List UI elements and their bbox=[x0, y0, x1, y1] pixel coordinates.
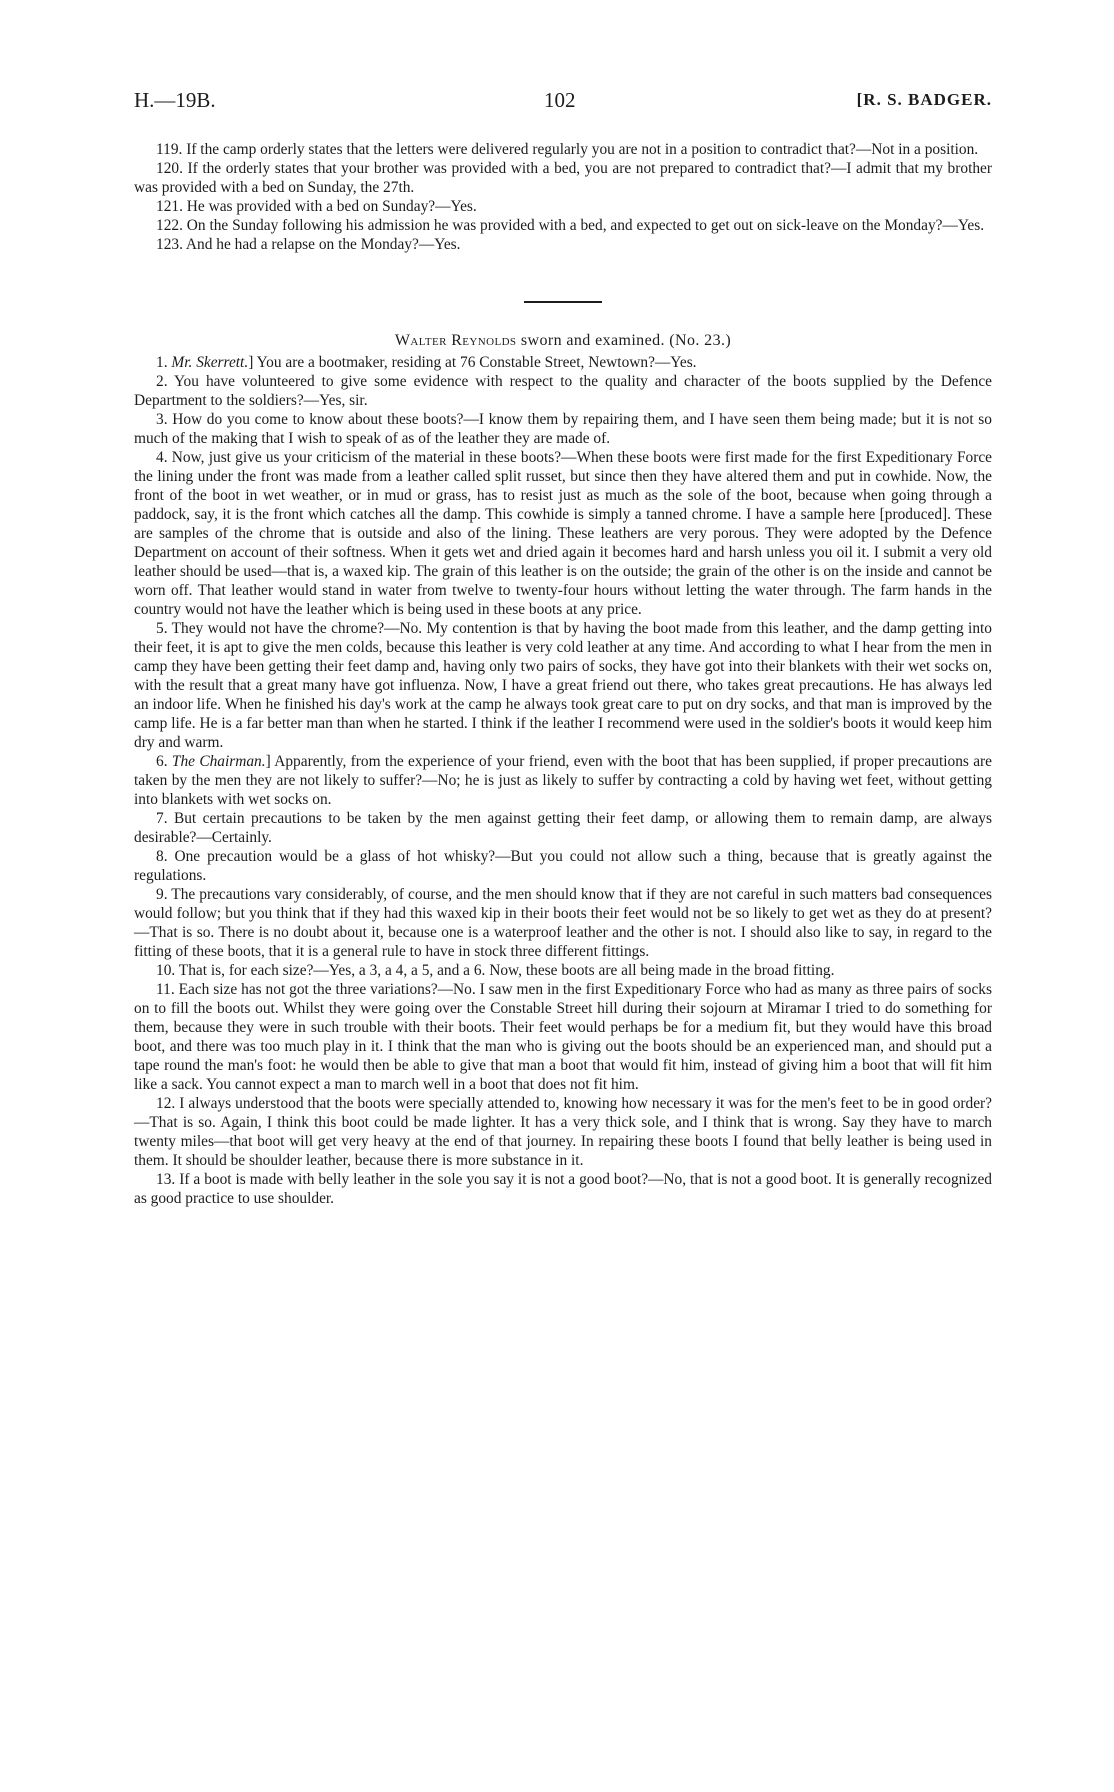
witness-number: (No. 23.) bbox=[669, 332, 732, 349]
paragraph-11: 11. Each size has not got the three variations?—No. I saw men in the first Expeditionary Force who had as many as three pairs of socks on to fill the boots out. Whilst they were going over the Constable Street hill during their sojourn at Miramar I tried to do something for them, because they were in such trouble with their boots. Their feet would perhaps be for a medium fit, but they would have this broad boot, and there was too much play in it. I think that the man who is giving out the boots should be an experienced man, and should put a tape round the man's foot: he would then be able to give that man a boot that would fit him, instead of giving him a boot that will fit him like a sack. You cannot expect a man to march well in a boot that does not fit him. bbox=[134, 981, 992, 1093]
paragraph-122: 122. On the Sunday following his admission he was provided with a bed, and expected to get out on sick-leave on the Monday?—Yes. bbox=[156, 217, 985, 234]
paragraph-9: 9. The precautions vary considerably, of course, and the men should know that if they are not careful in such matters bad consequences would follow; but you think that if they had this waxed kip in their boots their feet would not be so likely to get wet as they do at present?—That is so. There is no doubt about it, because one is a waterproof leather and the other is not. I should also like to say, in regard to the fitting of these boots, that it is a general rule to have in stock three different fittings. bbox=[134, 886, 992, 960]
paragraph-120: 120. If the orderly states that your brother was provided with a bed, you are not prepared to contradict that?—I admit that my brother was provided with a bed on Sunday, the 27th. bbox=[134, 160, 992, 196]
paragraph-lead: 1. bbox=[156, 354, 172, 371]
paragraph-5: 5. They would not have the chrome?—No. My contention is that by having the boot made from this leather, and the damp getting into their feet, it is apt to give the men colds, because this leather is very cold leather at any time. And according to what I hear from the men in camp they have been getting their feet damp and, having only two pairs of socks, they have got into their blankets with their wet socks on, with the result that a great many have got influenza. Now, I have a great friend out there, who takes great precautions. He has always led an indoor life. When he finished his day's work at the camp he always took great care to put on dry socks, and that man is improved by the camp life. He is a far better man than when he started. I think if the leather I recommend were used in the soldier's boots it would keep him dry and warm. bbox=[134, 620, 992, 751]
paragraph-13: 13. If a boot is made with belly leather in the sole you say it is not a good boot?—No, that is not a good boot. It is generally recognized as good practice to use shoulder. bbox=[134, 1171, 992, 1207]
paragraph-12: 12. I always understood that the boots were specially attended to, knowing how necessary it was for the men's feet to be in good order?—That is so. Again, I think this boot could be made lighter. It has a very thick sole, and I think that is wrong. Say they have to march twenty miles—that boot will get very heavy at the end of that journey. In repairing these boots I found that belly leather is being used in them. It should be shoulder leather, because there is more substance in it. bbox=[134, 1095, 992, 1169]
witness-running-head: [R. S. BADGER. bbox=[856, 90, 992, 109]
paragraph-10: 10. That is, for each size?—Yes, a 3, a 4, a 5, and a 6. Now, these boots are all being made in the broad fitting. bbox=[156, 962, 835, 979]
paragraph-6 bbox=[134, 752, 992, 809]
paragraph-2: 2. You have volunteered to give some evidence with respect to the quality and character of the boots supplied by the Defence Department to the soldiers?—Yes, sir. bbox=[134, 373, 992, 409]
paragraph-lead: 6. bbox=[156, 753, 172, 770]
paragraph-3: 3. How do you come to know about these boots?—I know them by repairing them, and I have seen them being made; but it is not so much of the making that I wish to speak of as of the leather they are made of. bbox=[134, 411, 992, 447]
paragraph-119: 119. If the camp orderly states that the letters were delivered regularly you are not in a position to contradict that?—Not in a position. bbox=[156, 141, 979, 158]
paragraph-text: ] You are a bootmaker, residing at 76 Constable Street, Newtown?—Yes. bbox=[248, 354, 697, 371]
paragraph-121: 121. He was provided with a bed on Sunday?—Yes. bbox=[156, 198, 477, 215]
paragraph-text: ] Apparently, from the experience of your friend, even with the boot that has been supplied, if proper precautions are taken by the men they are not likely to suffer?—No; he is just as likely to suffer by contracting a cold by having wet feet, without getting into blankets with wet socks on. bbox=[134, 753, 993, 808]
section-divider bbox=[524, 301, 602, 303]
witness-sworn: sworn and examined. bbox=[520, 332, 665, 349]
paragraph-1 bbox=[134, 353, 992, 372]
page-header bbox=[134, 88, 992, 118]
witness-heading bbox=[134, 331, 992, 350]
paragraph-8: 8. One precaution would be a glass of hot whisky?—But you could not allow such a thing, because that is greatly against the regulations. bbox=[134, 848, 992, 884]
page-body bbox=[134, 140, 992, 1208]
paragraph-123: 123. And he had a relapse on the Monday?—Yes. bbox=[156, 236, 461, 253]
paragraph-4: 4. Now, just give us your criticism of the material in these boots?—When these boots were first made for the first Expeditionary Force the lining under the front was made from a leather called split russet, but since then they have altered them and put in cowhide. Now, the front of the boot in wet weather, or in mud or grass, has to resist just as much as the sole of the boot, because when going through a paddock, say, it is the front which catches all the damp. This cowhide is simply a tanned chrome. I have a sample here [produced]. These are samples of the chrome that is outside and also of the lining. These leathers are very porous. They were adopted by the Defence Department on account of their softness. When it gets wet and dried again it becomes hard and harsh unless you oil it. I submit a very old leather should be used—that is, a waxed kip. The grain of this leather is on the outside; the grain of the other is on the inside and cannot be worn off. That leather would stand in water from twelve to twenty-four hours without letting the water through. The farm hands in the country would not have the leather which is being used in these boots at any price. bbox=[134, 449, 992, 618]
paragraph-7: 7. But certain precautions to be taken by the men against getting their feet damp, or allowing them to remain damp, are always desirable?—Certainly. bbox=[134, 810, 992, 846]
speaker-name: Mr. Skerrett. bbox=[171, 354, 249, 371]
report-code: H.—19B. bbox=[134, 88, 216, 112]
page-number: 102 bbox=[544, 88, 576, 112]
witness-name: Walter Reynolds bbox=[394, 332, 517, 349]
speaker-name: The Chairman. bbox=[171, 753, 266, 770]
